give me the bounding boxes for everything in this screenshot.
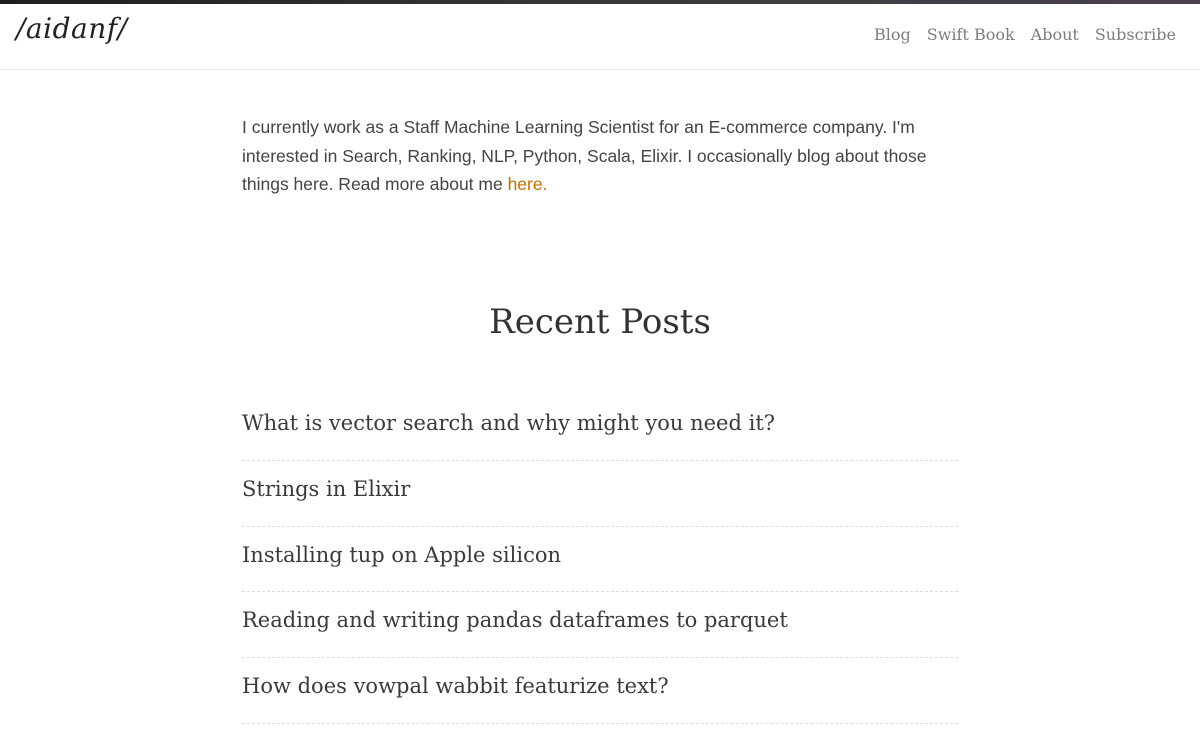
- nav-link-about[interactable]: About: [1030, 25, 1079, 44]
- post-list-item: [242, 658, 958, 724]
- site-header: [0, 4, 1200, 70]
- intro-paragraph: [242, 113, 958, 199]
- post-link-installing-tup[interactable]: Installing tup on Apple silicon: [242, 542, 561, 567]
- post-link-vector-search[interactable]: What is vector search and why might you need it?: [242, 411, 776, 435]
- recent-posts-heading: Recent Posts: [489, 302, 711, 342]
- post-link-pandas-parquet[interactable]: Reading and writing pandas dataframes to parquet: [242, 608, 788, 633]
- intro-text: I currently work as a Staff Machine Learning Scientist for an E-commerce company. I'm interested in Search, Ranking, NLP, Python, Scala, Elixir. I occasionally blog about those things here. Read more about me: [242, 117, 927, 194]
- post-list-item: [242, 527, 958, 593]
- site-logo[interactable]: /aidanf/: [16, 12, 128, 45]
- post-link-vowpal-wabbit[interactable]: How does vowpal wabbit featurize text?: [242, 674, 669, 698]
- about-me-link[interactable]: here.: [507, 174, 548, 194]
- nav-link-swift-book[interactable]: Swift Book: [926, 25, 1015, 44]
- nav-link-blog[interactable]: Blog: [873, 25, 911, 44]
- post-list-item: [242, 461, 958, 527]
- post-list-item: [242, 395, 958, 461]
- post-list-item: [242, 592, 958, 658]
- post-link-strings-in-elixir[interactable]: Strings in Elixir: [242, 476, 411, 501]
- recent-posts-list: [242, 395, 958, 724]
- nav-link-subscribe[interactable]: Subscribe: [1094, 25, 1176, 44]
- main-nav: [874, 25, 1176, 44]
